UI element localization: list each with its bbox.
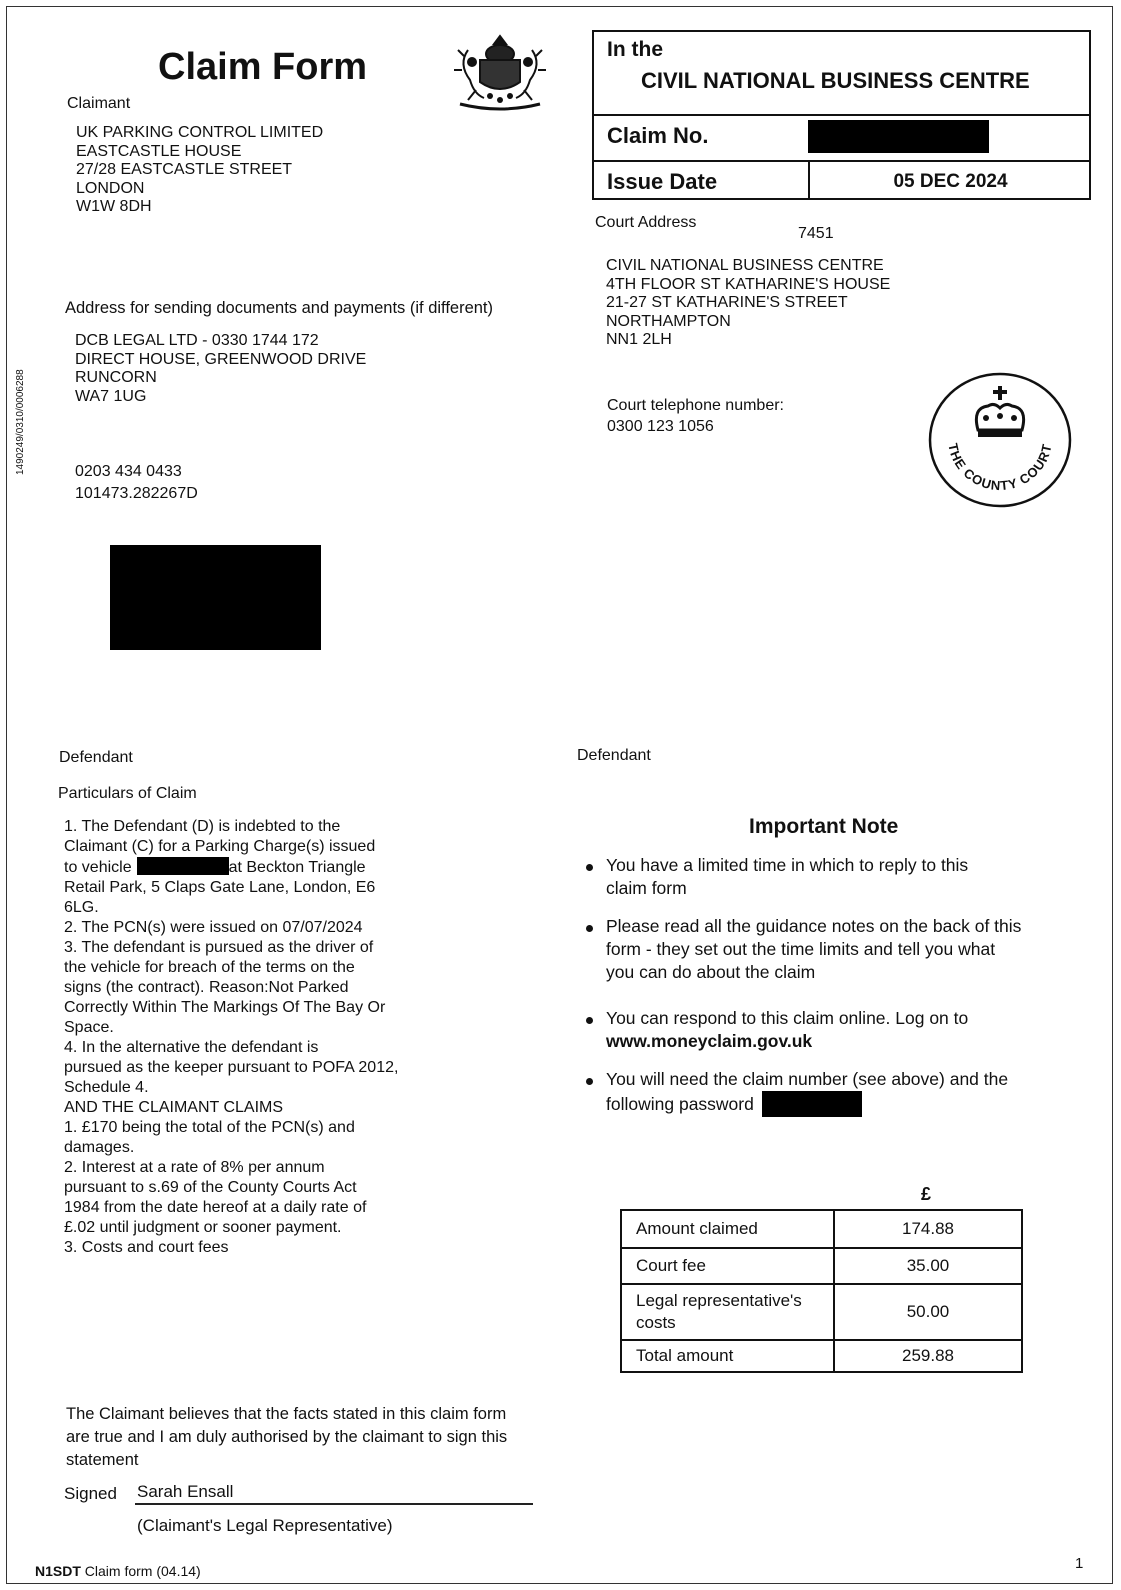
amount-value: 50.00 — [834, 1284, 1022, 1340]
sending-phone: 0203 434 0433 — [75, 463, 182, 480]
crown-icon — [976, 386, 1023, 437]
note-line: claim form — [606, 878, 687, 898]
note-item — [606, 1068, 1008, 1117]
claimant-address — [76, 124, 323, 217]
important-note-title: Important Note — [749, 815, 899, 838]
particulars-line: Correctly Within The Markings Of The Bay Or — [64, 999, 386, 1016]
particulars-line: 1. £170 being the total of the PCN(s) and — [64, 1119, 355, 1136]
password-label: following password — [606, 1094, 754, 1114]
issue-date-value: 05 DEC 2024 — [893, 171, 1008, 192]
particulars-line: damages. — [64, 1139, 135, 1156]
particulars-line: AND THE CLAIMANT CLAIMS — [64, 1099, 284, 1116]
court-code: 7451 — [798, 225, 834, 242]
note-line: form - they set out the time limits and tell you what — [606, 939, 996, 959]
defendant-label-left: Defendant — [59, 749, 133, 766]
amount-label: Total amount — [621, 1340, 834, 1372]
amount-value: 259.88 — [834, 1340, 1022, 1372]
table-row — [621, 1284, 1022, 1340]
bullet-icon — [586, 1078, 593, 1085]
address-line: 21-27 ST KATHARINE'S STREET — [606, 294, 848, 311]
moneyclaim-link: www.moneyclaim.gov.uk — [606, 1031, 813, 1051]
note-line: You can respond to this claim online. Log on to — [606, 1008, 969, 1028]
defendant-label-right: Defendant — [577, 747, 651, 764]
address-line: UK PARKING CONTROL LIMITED — [76, 124, 324, 141]
claim-no-label: Claim No. — [607, 123, 709, 148]
signature-line — [135, 1503, 533, 1505]
note-item — [606, 1007, 968, 1053]
court-address — [606, 257, 890, 350]
particulars-line: Claimant (C) for a Parking Charge(s) issued — [64, 838, 376, 855]
table-row — [621, 1210, 1022, 1248]
amount-label: Court fee — [621, 1248, 834, 1284]
particulars-line: pursuant to s.69 of the County Courts Act — [64, 1179, 357, 1196]
particulars-line: Schedule 4. — [64, 1079, 149, 1096]
address-line: DCB LEGAL LTD - 0330 1744 172 — [75, 332, 319, 349]
amount-value: 35.00 — [834, 1248, 1022, 1284]
vehicle-registration-redaction — [137, 857, 229, 875]
footer-form-label — [35, 1563, 201, 1579]
sending-address-label: Address for sending documents and payments (if different) — [65, 299, 494, 317]
address-line: RUNCORN — [75, 369, 157, 386]
particulars-line: Retail Park, 5 Claps Gate Lane, London, E6 — [64, 879, 376, 896]
particulars-text — [64, 817, 398, 1258]
particulars-line: signs (the contract). Reason:Not Parked — [64, 979, 349, 996]
particulars-line: 4. In the alternative the defendant is — [64, 1039, 319, 1056]
amount-label: Amount claimed — [621, 1210, 834, 1248]
password-line — [606, 1091, 1008, 1117]
note-line: you can do about the claim — [606, 962, 816, 982]
amount-value: 174.88 — [834, 1210, 1022, 1248]
defendant-address-redaction — [110, 545, 321, 650]
court-telephone: 0300 123 1056 — [607, 418, 714, 435]
coat-of-arms-icon — [450, 30, 550, 114]
amount-label: Legal representative's costs — [621, 1284, 834, 1340]
bullet-icon — [586, 1017, 593, 1024]
address-line: DIRECT HOUSE, GREENWOOD DRIVE — [75, 350, 367, 368]
particulars-label: Particulars of Claim — [58, 785, 197, 802]
table-row — [621, 1340, 1022, 1372]
signatory-capacity: (Claimant's Legal Representative) — [137, 1516, 393, 1535]
particulars-line: 2. The PCN(s) were issued on 07/07/2024 — [64, 919, 363, 936]
form-title: Claim Form — [158, 46, 368, 88]
note-item — [606, 854, 968, 900]
seal-text: THE COUNTY COURT — [945, 441, 1055, 494]
particulars-line: £.02 until judgment or sooner payment. — [64, 1219, 342, 1236]
issue-date-label: Issue Date — [607, 169, 718, 194]
address-line: CIVIL NATIONAL BUSINESS CENTRE — [606, 257, 884, 274]
particulars-line: 6LG. — [64, 899, 99, 916]
address-line: 4TH FLOOR ST KATHARINE'S HOUSE — [606, 275, 891, 293]
password-redaction — [762, 1091, 862, 1117]
side-reference: 1490249/0310/0006288 — [15, 369, 26, 475]
form-code: N1SDT — [35, 1563, 81, 1579]
court-address-label: Court Address — [595, 214, 697, 231]
statement-line: The Claimant believes that the facts stated in this claim form — [66, 1405, 507, 1423]
court-box-divider-2 — [592, 160, 1091, 162]
currency-symbol: £ — [921, 1184, 932, 1204]
page-number: 1 — [1075, 1555, 1084, 1572]
note-line: Please read all the guidance notes on the back of this — [606, 916, 1022, 936]
vehicle-prefix: to vehicle — [64, 859, 132, 876]
address-line: NN1 2LH — [606, 331, 672, 348]
court-telephone-label: Court telephone number: — [607, 397, 784, 414]
particulars-line: 1984 from the date hereof at a daily rate of — [64, 1199, 367, 1216]
bullet-icon — [586, 864, 593, 871]
sending-address — [75, 332, 366, 406]
particulars-line: 1. The Defendant (D) is indebted to the — [64, 818, 341, 835]
note-line: You will need the claim number (see above) and the — [606, 1069, 1009, 1089]
amounts-table — [620, 1209, 1023, 1373]
svg-text:THE COUNTY COURT — [945, 442, 1054, 493]
vehicle-suffix: at Beckton Triangle — [228, 859, 366, 876]
address-line: WA7 1UG — [75, 387, 147, 405]
in-the-label: In the — [607, 38, 663, 61]
statement-of-truth — [66, 1403, 507, 1472]
county-court-seal — [926, 372, 1074, 512]
sending-reference: 101473.282267D — [75, 485, 198, 502]
particulars-line: the vehicle for breach of the terms on the — [64, 959, 355, 976]
claimant-label: Claimant — [67, 95, 131, 112]
address-line: W1W 8DH — [76, 198, 152, 215]
address-line: 27/28 EASTCASTLE STREET — [76, 161, 293, 178]
note-item — [606, 915, 1021, 984]
signatory-name: Sarah Ensall — [137, 1482, 234, 1501]
statement-line: are true and I am duly authorised by the claimant to sign this — [66, 1428, 508, 1446]
court-box-divider-1 — [592, 114, 1091, 116]
address-line: EASTCASTLE HOUSE — [76, 142, 242, 160]
address-line: NORTHAMPTON — [606, 312, 731, 330]
note-line: You have a limited time in which to reply to this — [606, 855, 969, 875]
particulars-line: 2. Interest at a rate of 8% per annum — [64, 1159, 325, 1176]
claim-number-redaction — [808, 120, 989, 153]
signed-label: Signed — [64, 1484, 117, 1503]
statement-line: statement — [66, 1451, 139, 1469]
particulars-line: 3. The defendant is pursued as the driver of — [64, 939, 374, 956]
court-name: CIVIL NATIONAL BUSINESS CENTRE — [641, 68, 1030, 93]
bullet-icon — [586, 925, 593, 932]
form-name: Claim form (04.14) — [84, 1563, 201, 1579]
particulars-line: pursued as the keeper pursuant to POFA 2012, — [64, 1059, 399, 1076]
address-line: LONDON — [76, 179, 145, 197]
particulars-line: 3. Costs and court fees — [64, 1239, 229, 1256]
particulars-line: Space. — [64, 1019, 114, 1036]
table-row — [621, 1248, 1022, 1284]
vehicle-line — [64, 857, 398, 878]
